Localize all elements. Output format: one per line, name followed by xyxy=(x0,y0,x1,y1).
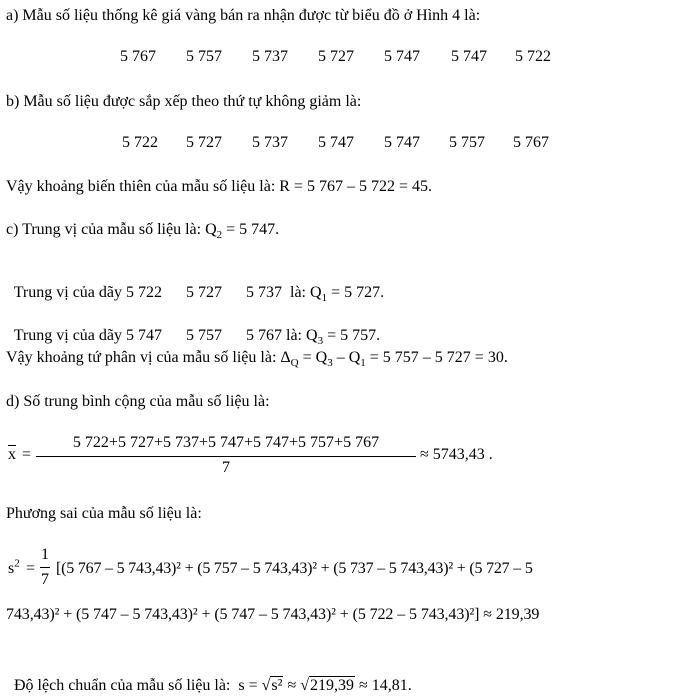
iqr-mid: – Q xyxy=(332,349,361,366)
iqr-line xyxy=(6,348,508,368)
q1-prefix: Trung vị của dãy 5 722 5 727 5 737 là: Q xyxy=(13,284,322,301)
subscript: Q xyxy=(290,357,299,370)
std-line xyxy=(6,656,412,696)
median-prefix: c) Trung vị của mẫu số liệu là: Q xyxy=(6,221,217,238)
value-cell: 5 722 xyxy=(515,48,551,65)
value-cell: 5 727 xyxy=(318,48,354,65)
value-cell: 5 767 xyxy=(513,134,549,151)
q1-suffix: = 5 727. xyxy=(327,284,385,301)
range-result: Vậy khoảng biến thiên của mẫu số liệu là: R = 5 767 – 5 722 = 45. xyxy=(6,178,432,195)
iqr-prefix: Vậy khoảng tứ phân vị của mẫu số liệu là: Δ xyxy=(6,349,291,366)
variance-symbol xyxy=(8,559,20,579)
q3-suffix: = 5 757. xyxy=(323,327,381,344)
value-cell: 5 737 xyxy=(252,134,288,151)
superscript: 2 xyxy=(14,557,20,570)
median-suffix: = 5 747. xyxy=(222,221,280,238)
value-cell: 5 747 xyxy=(318,134,354,151)
median-line xyxy=(6,220,279,240)
fraction-bar xyxy=(40,567,50,568)
part-a-text: a) Mẫu số liệu thống kê giá vàng bán ra nhận được từ biểu đồ ở Hình 4 là: xyxy=(6,7,481,24)
equals-sign: = xyxy=(22,446,32,463)
std-result: ≈ 14,81. xyxy=(355,677,412,694)
sqrt-radicand: 219,39 xyxy=(310,677,354,694)
sqrt-sign: √ xyxy=(300,677,309,694)
variance-title: Phương sai của mẫu số liệu là: xyxy=(6,505,202,522)
subscript: 1 xyxy=(360,357,366,370)
s-symbol: s xyxy=(8,560,15,577)
value-cell: 5 747 xyxy=(384,134,420,151)
q3-prefix: Trung vị của dãy 5 747 5 757 5 767 là: Q xyxy=(13,327,318,344)
value-cell: 5 727 xyxy=(186,134,222,151)
part-b-text: b) Mẫu số liệu được sắp xếp theo thứ tự không giảm là: xyxy=(6,93,362,110)
subscript: 3 xyxy=(317,335,324,348)
value-cell: 5 757 xyxy=(449,134,485,151)
std-prefix: Độ lệch chuẩn của mẫu số liệu là: s = xyxy=(14,677,262,694)
approx-sign: ≈ xyxy=(283,677,301,694)
sqrt-radicand: s² xyxy=(271,677,283,694)
value-cell: 5 757 xyxy=(186,48,222,65)
mean-result: ≈ 5743,43 . xyxy=(420,446,493,463)
mean-numerator: 5 722+5 727+5 737+5 747+5 747+5 757+5 767 xyxy=(72,434,380,451)
subscript: 1 xyxy=(321,292,328,305)
iqr-mid: = Q xyxy=(298,349,328,366)
value-cell: 5 747 xyxy=(384,48,420,65)
value-cell: 5 722 xyxy=(122,134,158,151)
variance-line-1: [(5 767 – 5 743,43)² + (5 757 – 5 743,43)² + (5 737 – 5 743,43)² + (5 727 – 5 xyxy=(56,560,533,577)
q3-line xyxy=(6,306,380,346)
value-cell: 5 747 xyxy=(451,48,487,65)
mean-symbol: $\overline{x}$ xyxy=(8,446,16,463)
mean-title: d) Số trung bình cộng của mẫu số liệu là: xyxy=(6,393,270,410)
variance-frac-den: 7 xyxy=(41,571,49,588)
variance-frac-num: 1 xyxy=(41,546,49,563)
subscript: 2 xyxy=(216,229,223,242)
equals-sign: = xyxy=(26,560,36,577)
fraction-bar xyxy=(36,456,416,457)
sqrt-sign: √ xyxy=(261,677,271,694)
mean-denominator: 7 xyxy=(222,459,230,476)
value-cell: 5 767 xyxy=(120,48,156,65)
variance-line-2: 743,43)² + (5 747 – 5 743,43)² + (5 747 – 5 743,43)² + (5 722 – 5 743,43)²] ≈ 219,39 xyxy=(6,606,540,623)
q1-line xyxy=(6,263,384,303)
subscript: 3 xyxy=(327,357,333,370)
iqr-suffix: = 5 757 – 5 727 = 30. xyxy=(365,349,508,366)
value-cell: 5 737 xyxy=(252,48,288,65)
